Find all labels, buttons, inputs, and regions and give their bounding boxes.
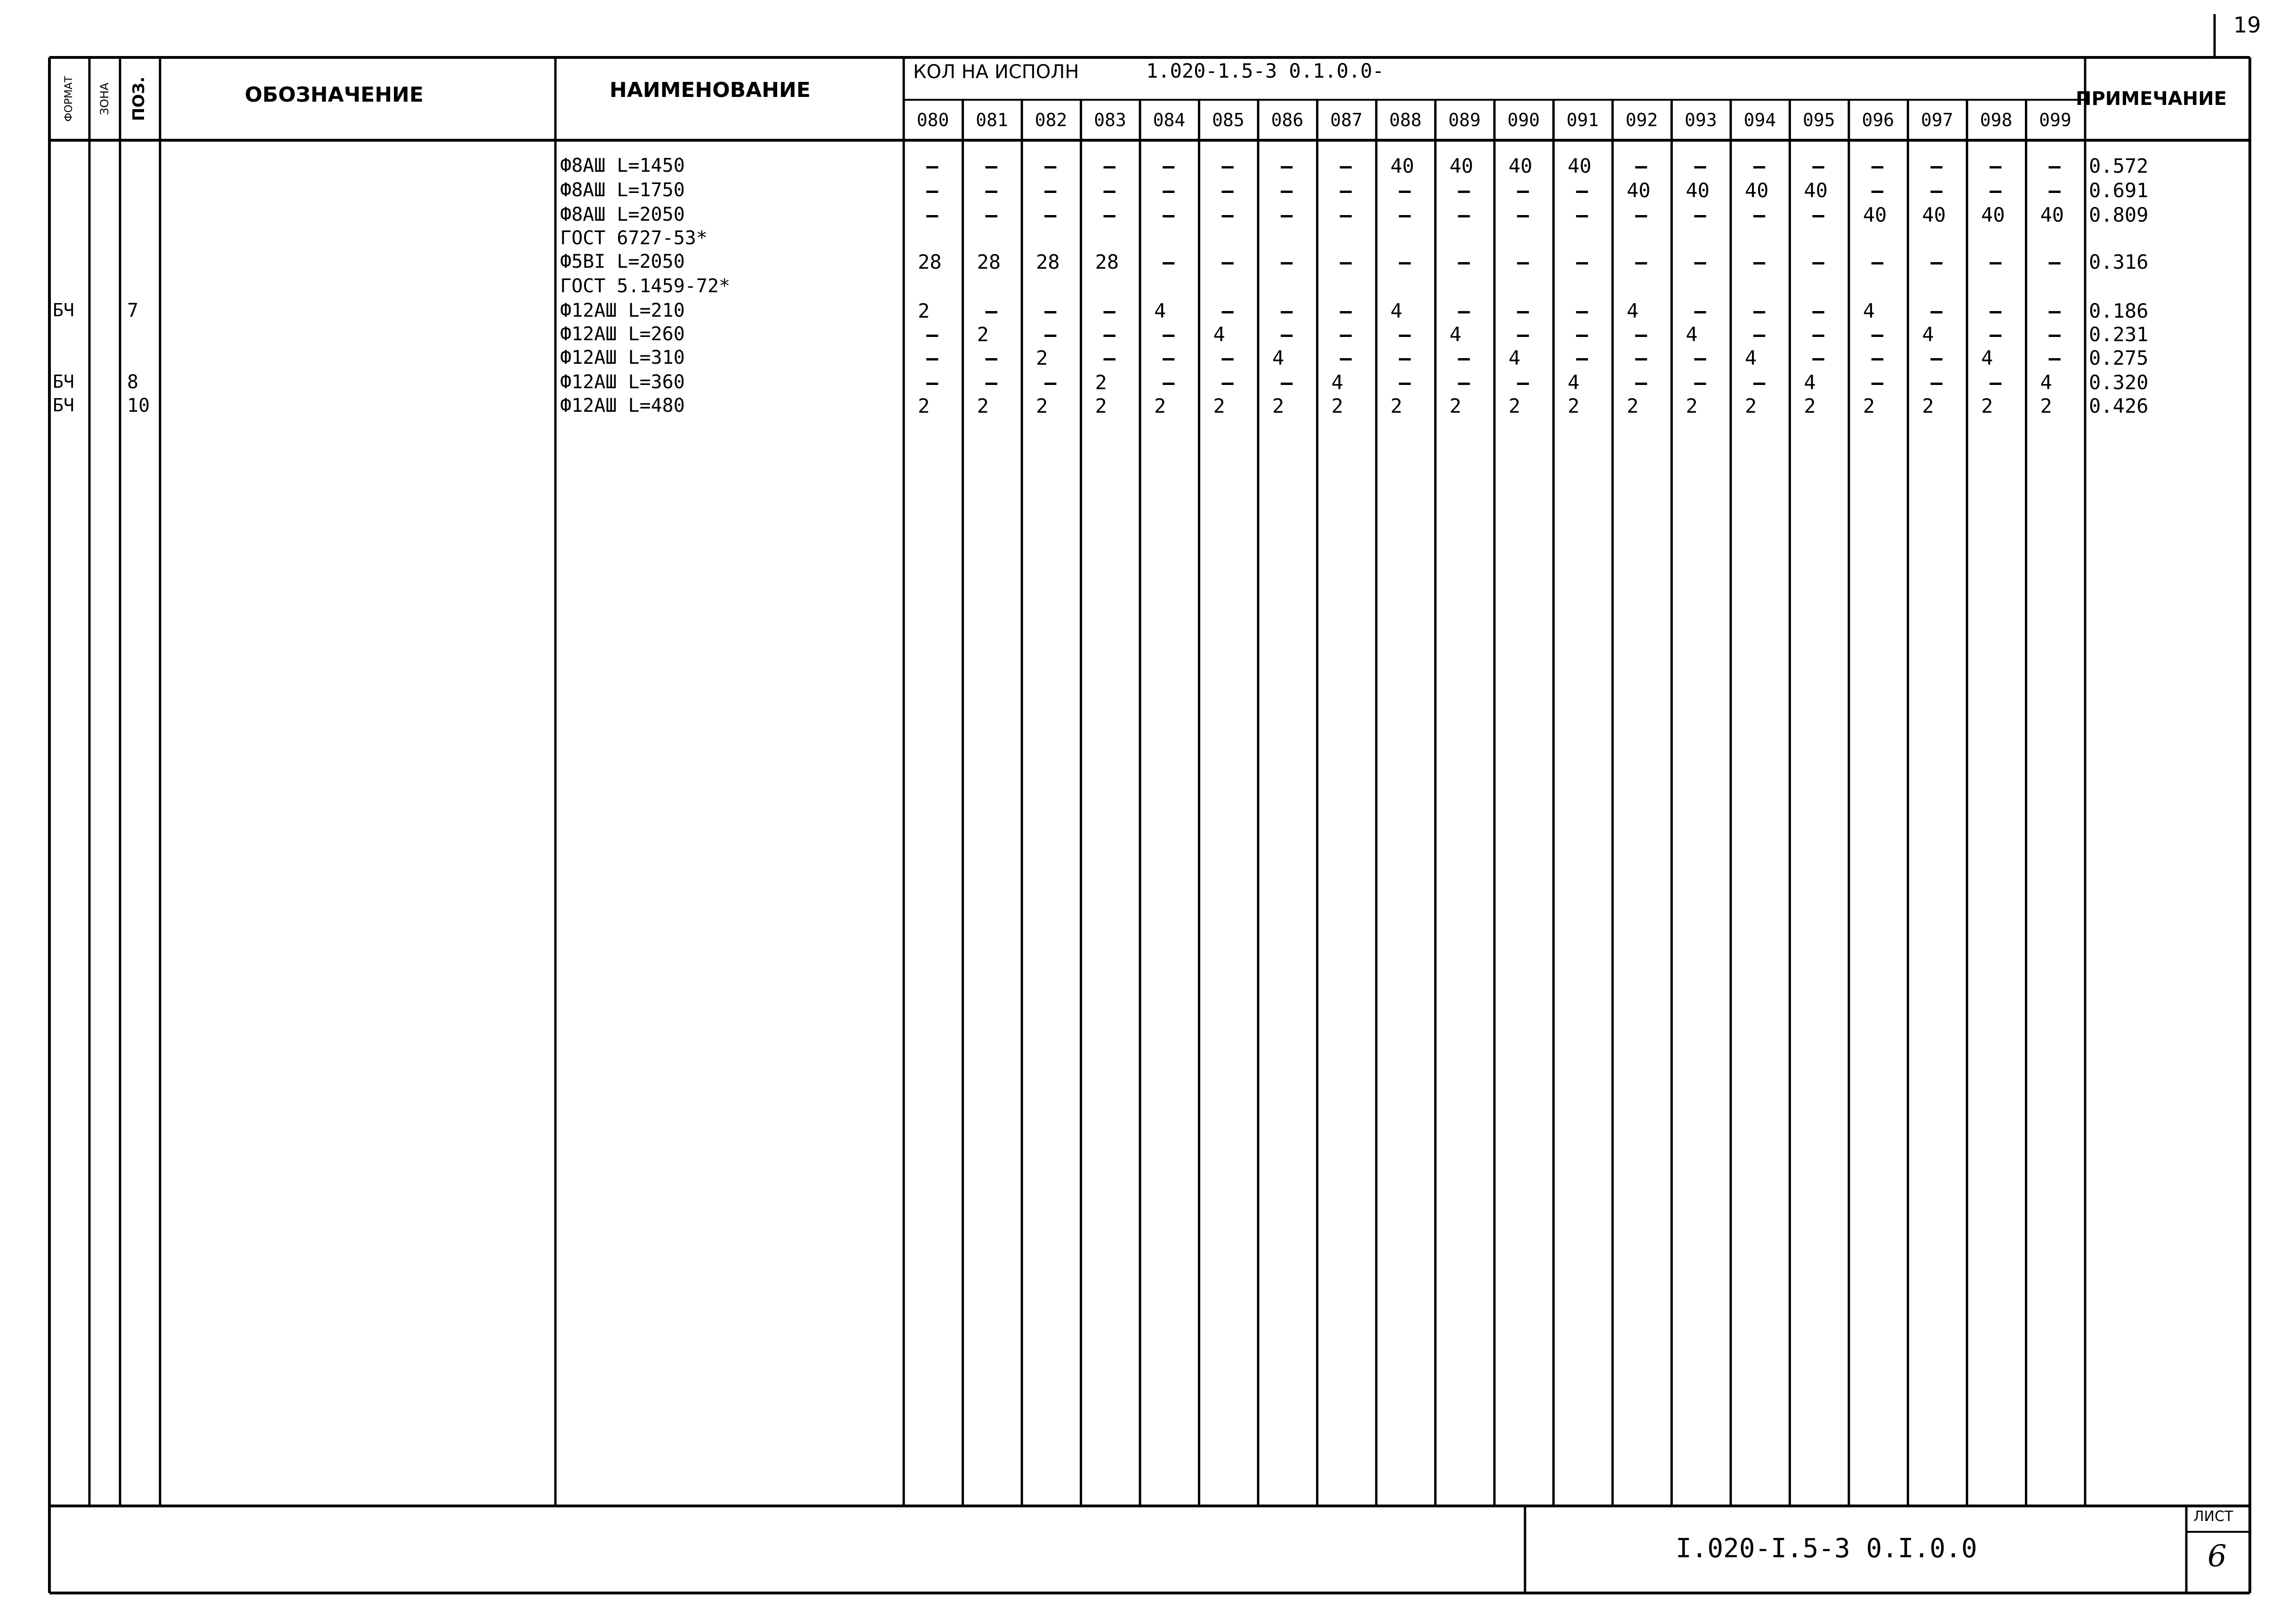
- row-qty-dash: –: [1044, 371, 1057, 394]
- row-qty-dash: –: [1990, 154, 2002, 177]
- row-note: 0.809: [2089, 203, 2149, 226]
- row-qty-dash: –: [1103, 154, 1116, 177]
- row-qty: 2: [977, 323, 989, 346]
- row-note: 0.316: [2089, 250, 2149, 273]
- row-qty-dash: –: [2048, 323, 2061, 346]
- row-qty-dash: –: [1399, 203, 1411, 226]
- row-qty-dash: –: [1281, 323, 1293, 346]
- row-position: 8: [127, 371, 139, 393]
- row-qty-dash: –: [1930, 250, 1943, 273]
- row-qty-dash: –: [1753, 323, 1766, 346]
- row-qty-dash: –: [1044, 323, 1057, 346]
- row-qty: 28: [1036, 250, 1060, 273]
- row-qty: 40: [1863, 203, 1887, 226]
- row-name: ГОСТ 6727-53*: [560, 227, 708, 249]
- row-qty: 4: [1981, 346, 1993, 369]
- row-qty-dash: –: [1163, 179, 1175, 202]
- row-qty: 40: [1567, 154, 1592, 177]
- row-qty-dash: –: [1399, 371, 1411, 394]
- row-qty-dash: –: [1635, 203, 1647, 226]
- header-note: ПРИМЕЧАНИЕ: [2076, 88, 2227, 110]
- row-qty: 2: [1863, 394, 1875, 417]
- row-qty: 4: [1272, 346, 1284, 369]
- row-qty: 40: [1686, 179, 1710, 202]
- row-qty-dash: –: [1281, 179, 1293, 202]
- row-qty-dash: –: [1221, 203, 1234, 226]
- row-qty: 2: [1981, 394, 1993, 417]
- row-qty-dash: –: [1340, 179, 1352, 202]
- row-qty-dash: –: [1163, 346, 1175, 369]
- row-note: 0.320: [2089, 371, 2149, 394]
- variant-header-096: 096: [1862, 110, 1895, 130]
- row-qty: 2: [918, 394, 930, 417]
- row-qty-dash: –: [926, 179, 939, 202]
- variant-header-087: 087: [1330, 110, 1363, 130]
- row-note: 0.231: [2089, 323, 2149, 346]
- row-qty: 2: [1567, 394, 1580, 417]
- row-qty-dash: –: [1753, 154, 1766, 177]
- row-qty-dash: –: [1930, 154, 1943, 177]
- row-qty: 2: [1390, 394, 1403, 417]
- row-qty-dash: –: [1871, 346, 1884, 369]
- row-qty: 2: [1745, 394, 1757, 417]
- row-qty-dash: –: [985, 346, 997, 369]
- row-qty-dash: –: [1458, 250, 1470, 273]
- row-name: Ф12АШ L=210: [560, 300, 685, 321]
- row-qty-dash: –: [1163, 154, 1175, 177]
- row-qty: 40: [1922, 203, 1946, 226]
- row-name: ГОСТ 5.1459-72*: [560, 275, 731, 297]
- variant-header-097: 097: [1921, 110, 1953, 130]
- row-qty-dash: –: [1103, 203, 1116, 226]
- row-qty-dash: –: [1163, 323, 1175, 346]
- row-qty-dash: –: [1812, 346, 1824, 369]
- row-qty-dash: –: [1163, 203, 1175, 226]
- row-qty-dash: –: [1812, 203, 1824, 226]
- row-qty-dash: –: [1044, 154, 1057, 177]
- row-name: Ф12АШ L=480: [560, 395, 685, 416]
- row-qty-dash: –: [1221, 371, 1234, 394]
- row-qty-dash: –: [1340, 299, 1352, 322]
- row-qty: 4: [1331, 371, 1343, 394]
- row-qty: 40: [1449, 154, 1474, 177]
- variant-header-091: 091: [1566, 110, 1599, 130]
- row-qty-dash: –: [1635, 154, 1647, 177]
- row-qty-dash: –: [1576, 179, 1588, 202]
- row-qty-dash: –: [985, 371, 997, 394]
- row-qty-dash: –: [1871, 154, 1884, 177]
- row-qty-dash: –: [1576, 203, 1588, 226]
- row-qty-dash: –: [1458, 179, 1470, 202]
- row-qty: 2: [918, 299, 930, 322]
- row-qty: 4: [1922, 323, 1934, 346]
- row-qty: 40: [1981, 203, 2005, 226]
- row-qty-dash: –: [1635, 346, 1647, 369]
- variant-header-080: 080: [916, 110, 949, 130]
- row-qty-dash: –: [1281, 250, 1293, 273]
- row-qty-dash: –: [1517, 179, 1529, 202]
- row-qty-dash: –: [1635, 250, 1647, 273]
- row-qty-dash: –: [1930, 346, 1943, 369]
- row-qty: 28: [977, 250, 1001, 273]
- row-qty-dash: –: [1103, 299, 1116, 322]
- row-qty: 2: [1095, 394, 1107, 417]
- row-qty-dash: –: [1340, 323, 1352, 346]
- row-qty-dash: –: [1753, 203, 1766, 226]
- variant-header-098: 098: [1980, 110, 2013, 130]
- row-note: 0.275: [2089, 346, 2149, 369]
- row-qty-dash: –: [2048, 250, 2061, 273]
- row-qty-dash: –: [1871, 371, 1884, 394]
- row-qty-dash: –: [1576, 323, 1588, 346]
- row-qty-dash: –: [1458, 203, 1470, 226]
- row-qty: 4: [1213, 323, 1225, 346]
- row-qty: 4: [1509, 346, 1521, 369]
- row-qty-dash: –: [926, 323, 939, 346]
- row-qty-dash: –: [1871, 179, 1884, 202]
- row-qty: 4: [1627, 299, 1639, 322]
- row-qty-dash: –: [1990, 323, 2002, 346]
- row-qty-dash: –: [1163, 250, 1175, 273]
- row-qty-dash: –: [1399, 346, 1411, 369]
- row-qty-dash: –: [1812, 250, 1824, 273]
- row-qty-dash: –: [1990, 371, 2002, 394]
- row-qty-dash: –: [926, 203, 939, 226]
- variant-header-086: 086: [1271, 110, 1304, 130]
- row-qty-dash: –: [1812, 299, 1824, 322]
- row-qty: 40: [1509, 154, 1533, 177]
- row-qty-dash: –: [1281, 203, 1293, 226]
- row-qty-dash: –: [1517, 371, 1529, 394]
- row-note: 0.186: [2089, 299, 2149, 322]
- row-qty-dash: –: [926, 154, 939, 177]
- row-qty-dash: –: [985, 154, 997, 177]
- title-block-document-code: I.020-I.5-3 0.I.0.0: [1676, 1533, 1977, 1564]
- row-qty: 4: [1390, 299, 1403, 322]
- row-qty-dash: –: [926, 346, 939, 369]
- row-qty-dash: –: [1281, 299, 1293, 322]
- row-qty: 28: [1095, 250, 1119, 273]
- row-qty: 40: [2040, 203, 2064, 226]
- variant-header-088: 088: [1389, 110, 1422, 130]
- row-qty-dash: –: [1930, 371, 1943, 394]
- row-qty-dash: –: [1221, 299, 1234, 322]
- row-qty: 4: [1804, 371, 1816, 394]
- row-format: БЧ: [53, 371, 74, 392]
- row-qty-dash: –: [1044, 299, 1057, 322]
- header-zone: ЗОНА: [98, 82, 111, 115]
- row-qty: 2: [1331, 394, 1343, 417]
- variant-header-084: 084: [1153, 110, 1186, 130]
- row-qty: 40: [1390, 154, 1414, 177]
- row-qty-dash: –: [1399, 250, 1411, 273]
- row-qty-dash: –: [1694, 203, 1706, 226]
- row-qty-dash: –: [1340, 203, 1352, 226]
- header-qty-label: КОЛ НА ИСПОЛН: [913, 61, 1079, 83]
- row-format: БЧ: [53, 300, 74, 320]
- row-qty: 2: [1272, 394, 1284, 417]
- row-qty-dash: –: [1635, 371, 1647, 394]
- header-qty-code: 1.020-1.5-3 0.1.0.0-: [1146, 59, 1384, 82]
- row-qty-dash: –: [1221, 179, 1234, 202]
- header-name: НАИМЕНОВАНИЕ: [610, 78, 811, 102]
- row-qty-dash: –: [1458, 346, 1470, 369]
- row-qty-dash: –: [985, 179, 997, 202]
- row-name: Ф8АШ L=1750: [560, 179, 685, 201]
- variant-header-081: 081: [976, 110, 1008, 130]
- row-qty: 2: [1627, 394, 1639, 417]
- row-qty-dash: –: [2048, 154, 2061, 177]
- row-qty-dash: –: [1281, 154, 1293, 177]
- variant-header-099: 099: [2039, 110, 2071, 130]
- row-position: 7: [127, 300, 139, 321]
- row-qty-dash: –: [1694, 154, 1706, 177]
- row-qty: 2: [1036, 346, 1048, 369]
- row-name: Ф8АШ L=2050: [560, 204, 685, 225]
- row-note: 0.572: [2089, 154, 2149, 177]
- header-designation: ОБОЗНАЧЕНИЕ: [245, 83, 424, 107]
- row-name: Ф12АШ L=260: [560, 323, 685, 345]
- row-qty: 40: [1627, 179, 1651, 202]
- row-qty-dash: –: [1221, 250, 1234, 273]
- row-qty-dash: –: [1990, 179, 2002, 202]
- row-qty: 2: [1449, 394, 1461, 417]
- row-name: Ф8АШ L=1450: [560, 155, 685, 176]
- row-qty: 28: [918, 250, 942, 273]
- row-qty-dash: –: [1517, 299, 1529, 322]
- variant-header-089: 089: [1448, 110, 1481, 130]
- row-qty-dash: –: [1517, 250, 1529, 273]
- row-qty: 2: [1922, 394, 1934, 417]
- row-qty-dash: –: [1576, 346, 1588, 369]
- row-qty-dash: –: [1044, 203, 1057, 226]
- row-qty-dash: –: [1576, 250, 1588, 273]
- row-qty: 4: [1863, 299, 1875, 322]
- row-qty-dash: –: [1576, 299, 1588, 322]
- row-qty: 2: [1804, 394, 1816, 417]
- row-qty: 2: [1213, 394, 1225, 417]
- row-qty-dash: –: [1753, 250, 1766, 273]
- row-qty-dash: –: [1694, 371, 1706, 394]
- row-qty-dash: –: [985, 299, 997, 322]
- row-qty-dash: –: [1517, 203, 1529, 226]
- row-qty: 2: [1686, 394, 1698, 417]
- row-qty-dash: –: [1340, 154, 1352, 177]
- row-qty-dash: –: [1044, 179, 1057, 202]
- row-qty: 40: [1804, 179, 1828, 202]
- row-qty-dash: –: [1871, 250, 1884, 273]
- row-qty: 2: [977, 394, 989, 417]
- row-qty: 4: [1745, 346, 1757, 369]
- row-qty-dash: –: [2048, 179, 2061, 202]
- page-number: 19: [2233, 12, 2261, 38]
- row-qty-dash: –: [1458, 299, 1470, 322]
- row-qty: 40: [1745, 179, 1769, 202]
- variant-header-090: 090: [1507, 110, 1540, 130]
- row-qty-dash: –: [1103, 346, 1116, 369]
- row-qty-dash: –: [1340, 250, 1352, 273]
- row-qty-dash: –: [1103, 179, 1116, 202]
- row-qty: 2: [1509, 394, 1521, 417]
- row-qty: 4: [1154, 299, 1166, 322]
- row-name: Ф12АШ L=310: [560, 347, 685, 368]
- row-qty-dash: –: [1221, 346, 1234, 369]
- row-qty-dash: –: [1694, 250, 1706, 273]
- variant-header-085: 085: [1212, 110, 1244, 130]
- row-qty-dash: –: [2048, 346, 2061, 369]
- row-qty-dash: –: [1399, 323, 1411, 346]
- row-qty-dash: –: [1871, 323, 1884, 346]
- row-qty: 2: [1095, 371, 1107, 394]
- row-qty-dash: –: [2048, 299, 2061, 322]
- row-qty-dash: –: [1103, 323, 1116, 346]
- row-note: 0.426: [2089, 394, 2149, 417]
- row-qty-dash: –: [1753, 371, 1766, 394]
- row-qty: 2: [2040, 394, 2052, 417]
- row-qty-dash: –: [1163, 371, 1175, 394]
- row-qty: 4: [1567, 371, 1580, 394]
- row-qty: 4: [1449, 323, 1461, 346]
- row-qty-dash: –: [1930, 179, 1943, 202]
- row-qty-dash: –: [1399, 179, 1411, 202]
- header-format: ФОРМАТ: [63, 76, 75, 122]
- row-qty-dash: –: [1635, 323, 1647, 346]
- row-qty-dash: –: [1694, 299, 1706, 322]
- row-qty-dash: –: [1281, 371, 1293, 394]
- row-qty-dash: –: [1221, 154, 1234, 177]
- row-qty-dash: –: [1990, 250, 2002, 273]
- row-qty: 4: [2040, 371, 2052, 394]
- variant-header-082: 082: [1035, 110, 1068, 130]
- row-qty-dash: –: [1930, 299, 1943, 322]
- variant-header-092: 092: [1625, 110, 1658, 130]
- variant-header-095: 095: [1803, 110, 1835, 130]
- row-qty-dash: –: [985, 203, 997, 226]
- header-pos: ПОЗ.: [129, 76, 148, 121]
- variant-header-094: 094: [1743, 110, 1776, 130]
- row-qty: 2: [1154, 394, 1166, 417]
- row-qty-dash: –: [1990, 299, 2002, 322]
- row-qty-dash: –: [1694, 346, 1706, 369]
- row-qty-dash: –: [1340, 346, 1352, 369]
- row-qty-dash: –: [1812, 323, 1824, 346]
- row-name: Ф12АШ L=360: [560, 371, 685, 393]
- title-block-sheet-number: 6: [2208, 1539, 2227, 1574]
- row-qty-dash: –: [1812, 154, 1824, 177]
- row-qty: 2: [1036, 394, 1048, 417]
- variant-header-083: 083: [1094, 110, 1126, 130]
- title-block-sheet-label: ЛИСТ: [2193, 1508, 2233, 1525]
- row-position: 10: [127, 395, 150, 416]
- row-qty-dash: –: [926, 371, 939, 394]
- variant-header-093: 093: [1685, 110, 1717, 130]
- row-qty-dash: –: [1517, 323, 1529, 346]
- row-qty-dash: –: [1753, 299, 1766, 322]
- row-qty-dash: –: [1458, 371, 1470, 394]
- row-format: БЧ: [53, 395, 74, 416]
- row-qty: 4: [1686, 323, 1698, 346]
- row-name: Ф5ВI L=2050: [560, 251, 685, 272]
- row-note: 0.691: [2089, 179, 2149, 202]
